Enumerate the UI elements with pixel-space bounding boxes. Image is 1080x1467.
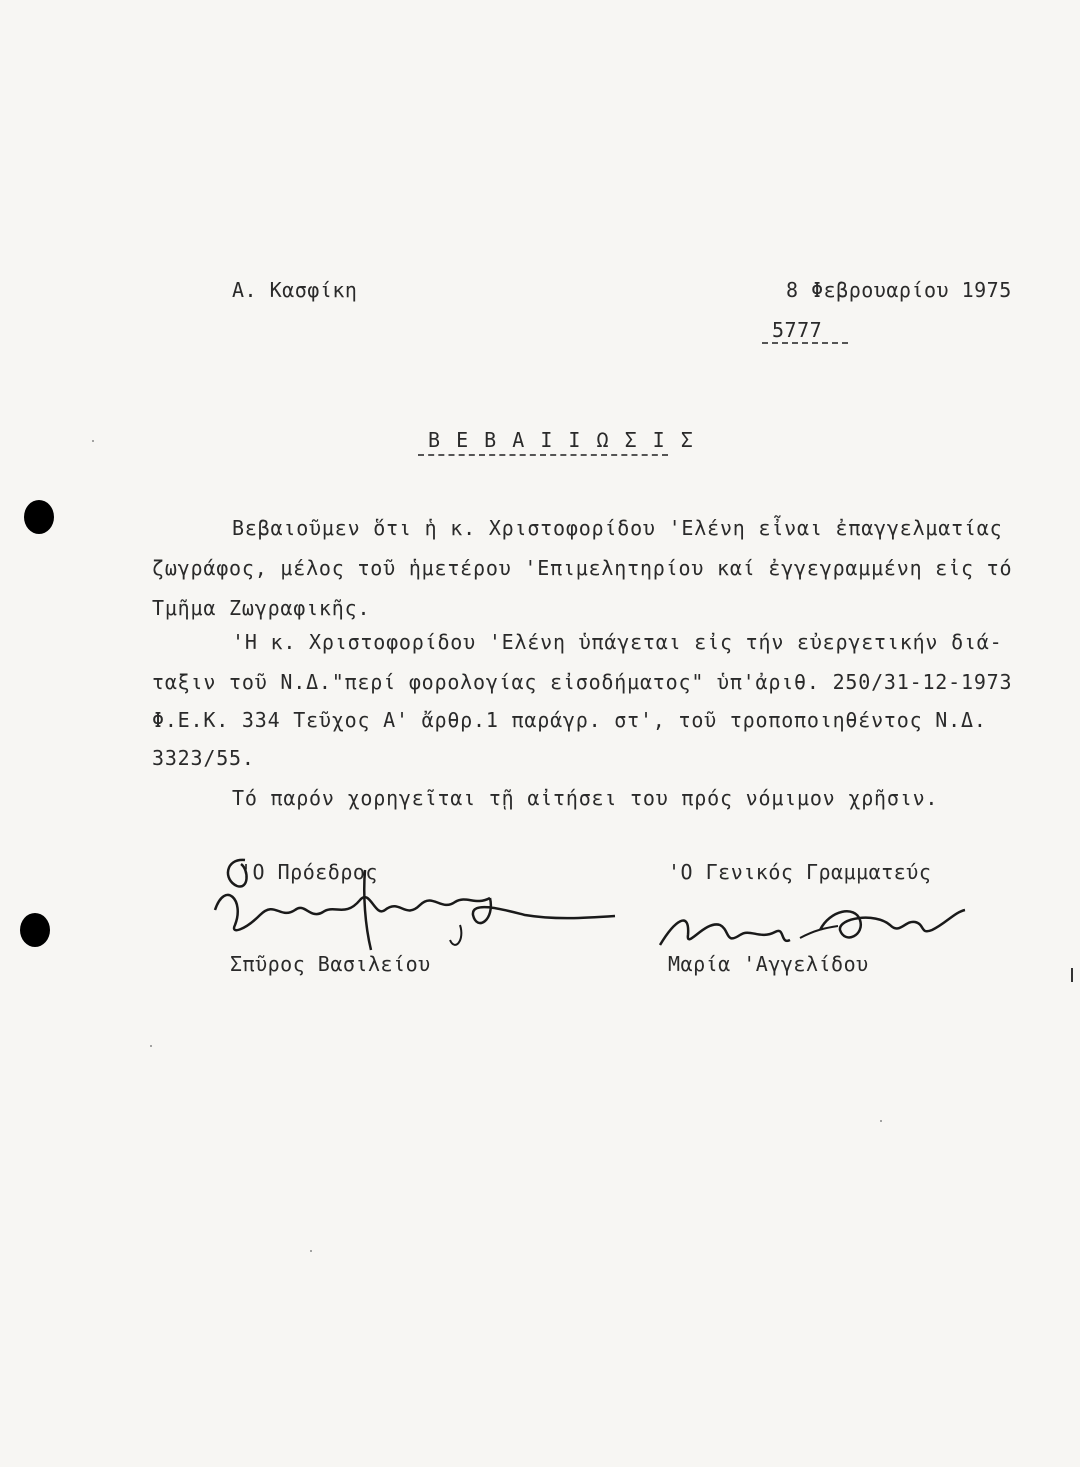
right-signatory-title: 'Ο Γενικός Γραμματεύς xyxy=(668,860,932,884)
reference-underline xyxy=(762,342,848,344)
body-line-8: Τό παρόν χορηγεῖται τῇ αἰτήσει του πρός νόμιμον χρῆσιν. xyxy=(232,786,939,810)
paper-speck xyxy=(92,440,94,442)
punch-hole-top xyxy=(24,500,54,534)
left-signatory-title: 'Ο Πρόεδρος xyxy=(240,860,378,884)
right-handwritten-signature xyxy=(650,890,970,960)
body-line-5: ταξιν τοῦ Ν.Δ."περί φορολογίας εἰσοδήματος" ὑπ'ἀριθ. 250/31-12-1973 xyxy=(152,670,1013,694)
paper-speck xyxy=(150,1045,152,1047)
body-line-2: ζωγράφος, μέλος τοῦ ἡμετέρου 'Επιμελητηρίου καί ἐγγεγραμμένη εἰς τό xyxy=(152,556,1013,580)
punch-hole-bottom xyxy=(20,913,50,947)
body-line-3: Τμῆμα Ζωγραφικῆς. xyxy=(152,596,371,620)
right-signatory-name: Μαρία 'Αγγελίδου xyxy=(668,952,869,976)
reference-number: 5777 xyxy=(772,318,823,342)
date-line: 8 Φεβρουαρίου 1975 xyxy=(786,278,1012,302)
paper-speck xyxy=(880,1120,882,1122)
sender-line: Α. Κασφίκη xyxy=(232,278,358,302)
body-line-4: 'Η κ. Χριστοφορίδου 'Ελένη ὑπάγεται εἰς τήν εὐεργετικήν διά- xyxy=(232,630,1003,654)
left-handwritten-signature xyxy=(205,840,625,960)
document-title: Β Ε Β Α Ι Ι Ω Σ Ι Σ xyxy=(428,428,695,452)
body-line-7: 3323/55. xyxy=(152,746,255,770)
title-underline xyxy=(418,454,668,456)
paper-speck xyxy=(310,1250,312,1252)
margin-mark xyxy=(1071,968,1073,982)
left-signatory-name: Σπῦρος Βασιλείου xyxy=(230,952,431,976)
body-line-1: Βεβαιοῦμεν ὅτι ἡ κ. Χριστοφορίδου 'Ελένη εἶναι ἐπαγγελματίας xyxy=(232,516,1003,540)
body-line-6: Φ.Ε.Κ. 334 Τεῦχος Α' ἄρθρ.1 παράγρ. στ', τοῦ τροποποιηθέντος Ν.Δ. xyxy=(152,708,987,732)
